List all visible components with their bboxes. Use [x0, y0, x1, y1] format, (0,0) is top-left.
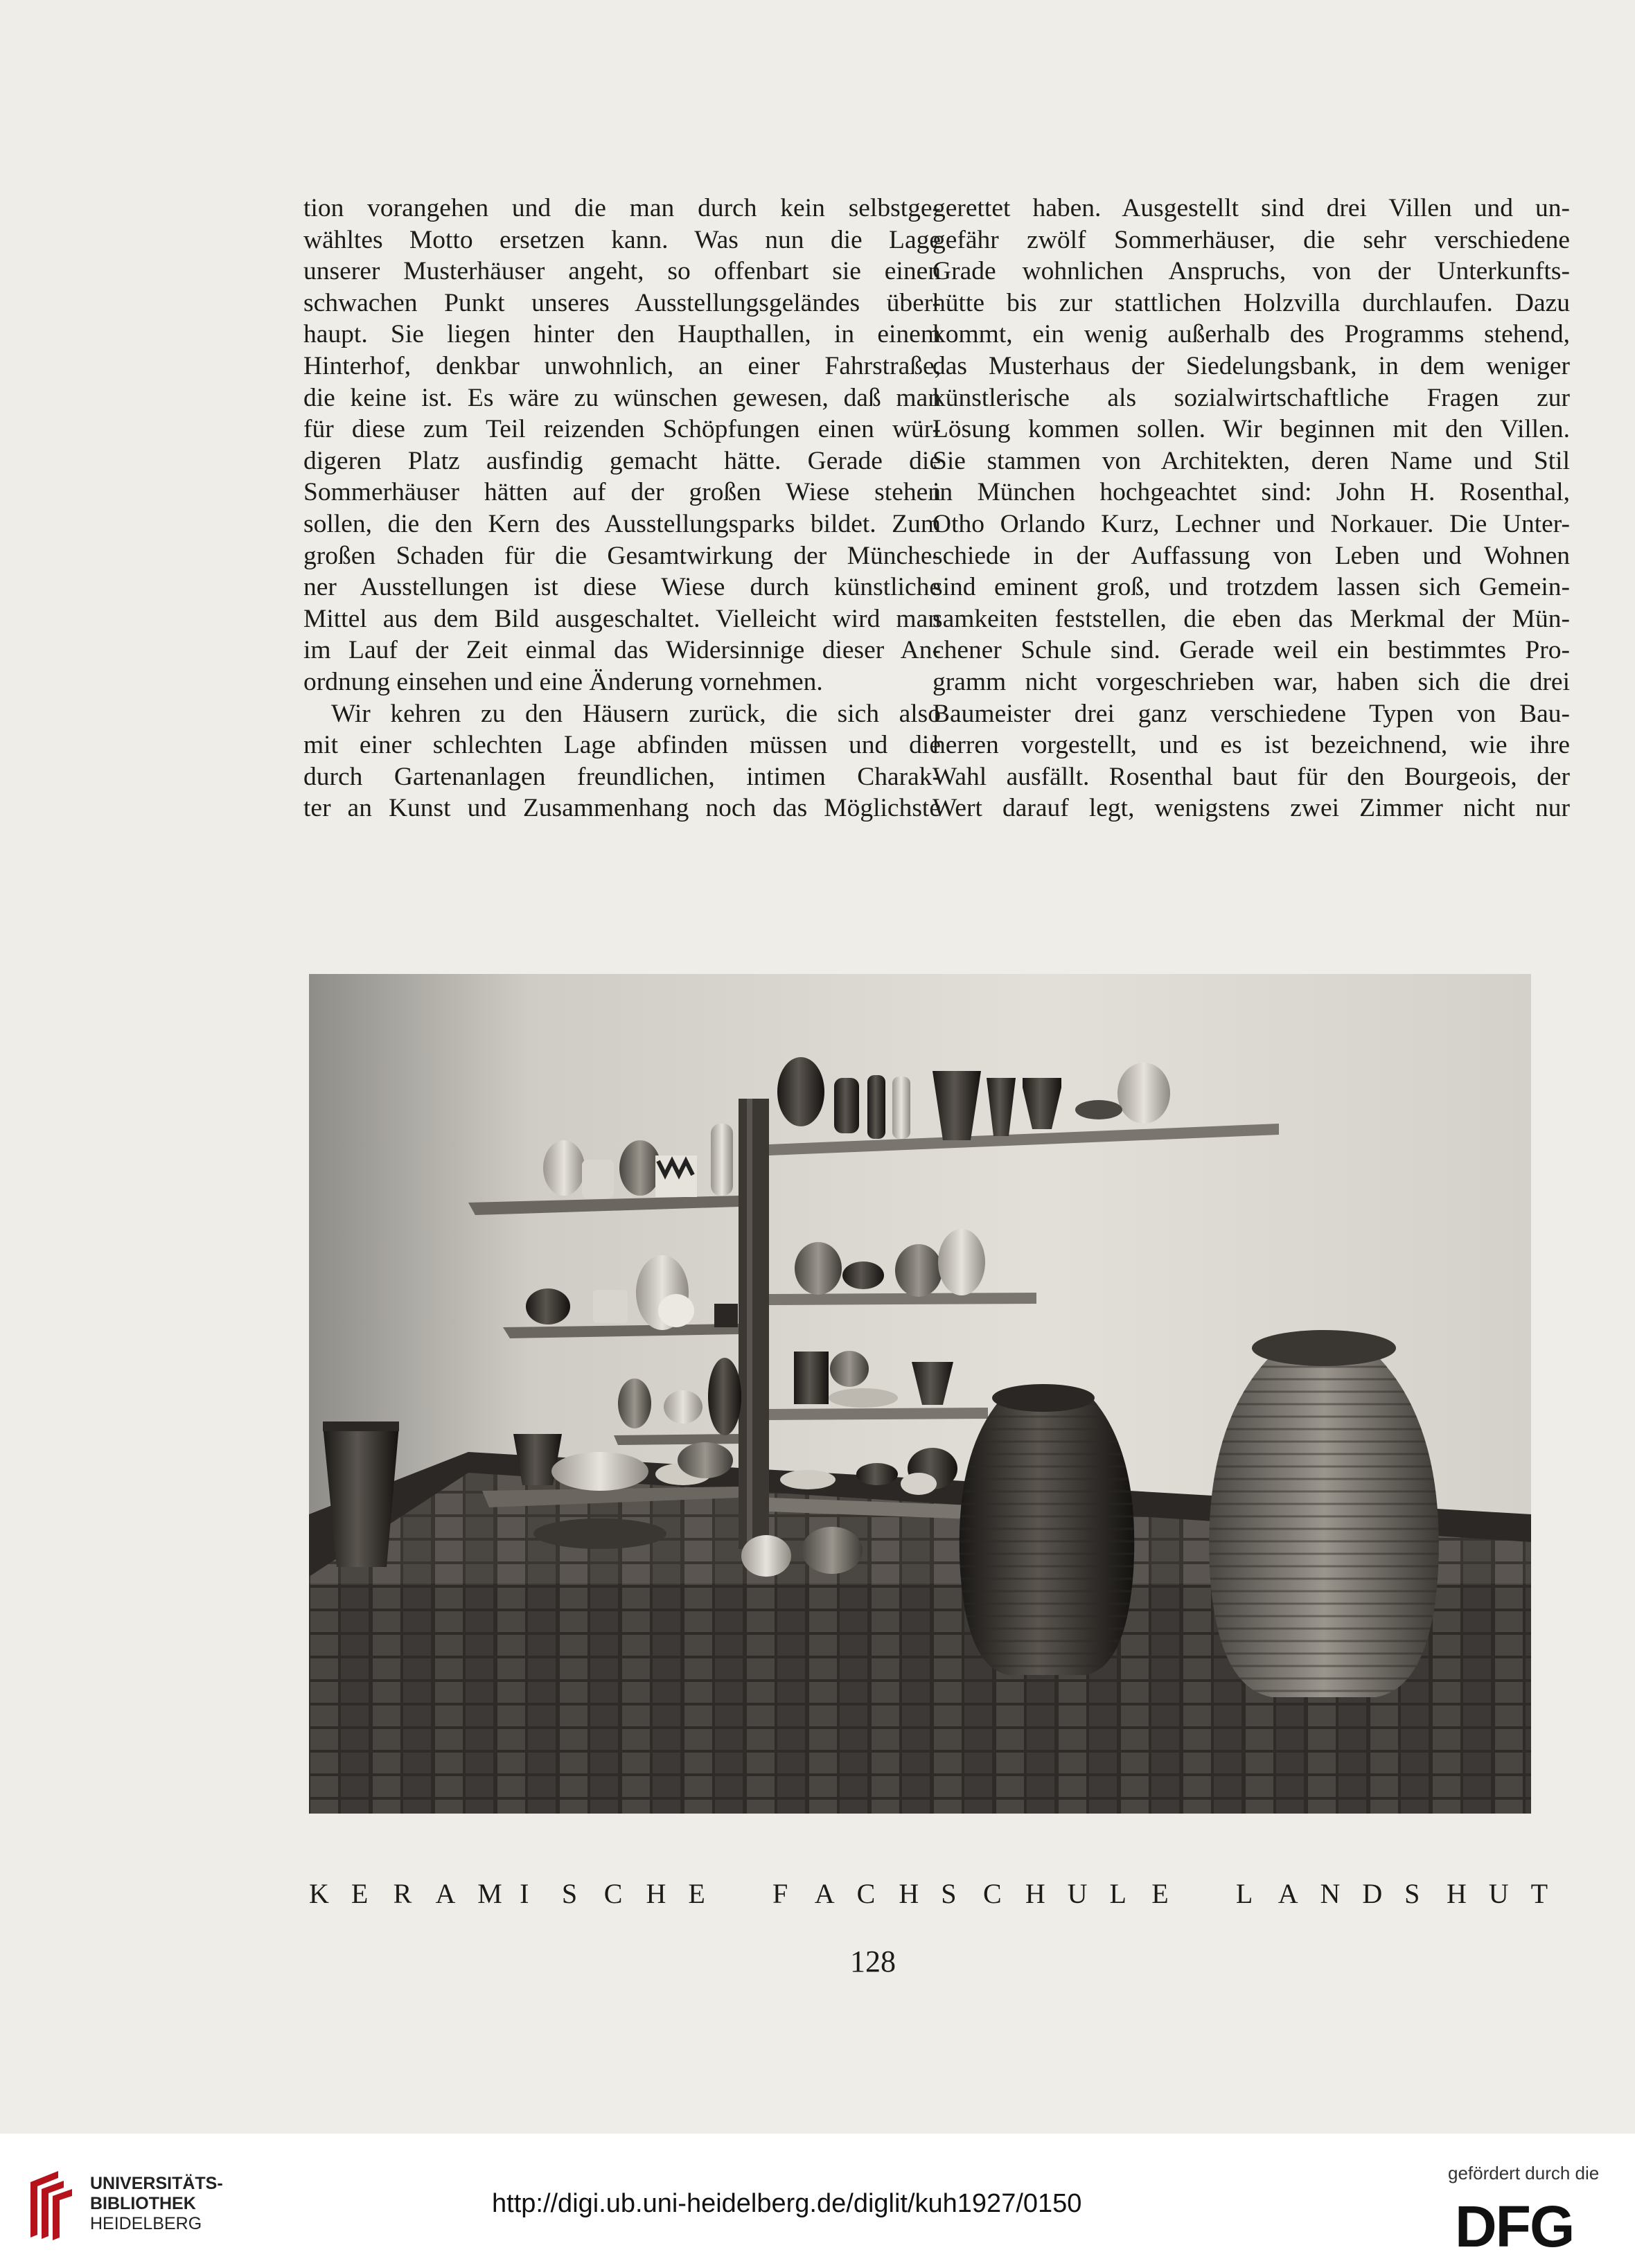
text-line: durch Gartenanlagen freundlichen, intimen Charak- [303, 762, 941, 791]
ceramics-shelf-photograph [309, 974, 1531, 1814]
right-text-column [933, 193, 1570, 824]
text-line: Grade wohnlichen Anspruchs, von der Unterkunfts- [933, 257, 1570, 286]
text-line: das Musterhaus der Siedelungsbank, in dem weniger [933, 351, 1570, 380]
text-line: Wir kehren zu den Häusern zurück, die sich also [331, 699, 941, 728]
text-line: Wert darauf legt, wenigstens zwei Zimmer nicht nur [933, 794, 1570, 823]
text-line: die keine ist. Es wäre zu wünschen gewesen, daß man [303, 383, 941, 412]
library-name-line: UNIVERSITÄTS- [90, 2174, 223, 2193]
text-line: Baumeister drei ganz verschiedene Typen von Bau- [933, 699, 1570, 728]
funding-label: gefördert durch die [1448, 2163, 1600, 2183]
text-line: ter an Kunst und Zusammenhang noch das Möglichste [303, 794, 941, 823]
text-line: digeren Platz ausfindig gemacht hätte. Gerade die [303, 446, 941, 475]
text-line: kommt, ein wenig außerhalb des Programms stehend, [933, 320, 1570, 349]
text-line: unserer Musterhäuser angeht, so offenbart sie einen [303, 257, 941, 286]
text-line: haupt. Sie liegen hinter den Haupthallen, in einem [303, 320, 941, 349]
text-line: tion vorangehen und die man durch kein selbstge- [303, 194, 941, 222]
text-line: samkeiten feststellen, die eben das Merkmal der Mün- [933, 604, 1570, 633]
text-line: Wahl ausfällt. Rosenthal baut für den Bourgeois, der [933, 762, 1570, 791]
text-line: gefähr zwölf Sommerhäuser, die sehr verschiedene [933, 225, 1570, 254]
text-line: ner Ausstellungen ist diese Wiese durch künstliche [303, 573, 941, 602]
text-line: in München hochgeachtet sind: John H. Rosenthal, [933, 478, 1570, 507]
library-name [90, 2174, 223, 2234]
text-line: Otho Orlando Kurz, Lechner und Norkauer. Die Unter- [933, 509, 1570, 538]
page-number: 128 [850, 1944, 896, 1978]
text-line: Lösung kommen sollen. Wir beginnen mit den Villen. [933, 415, 1570, 444]
digitization-footer [0, 2134, 1635, 2268]
university-library-logo-icon [24, 2168, 79, 2244]
text-line: mit einer schlechten Lage abfinden müssen und die [303, 731, 941, 760]
text-line: gramm nicht vorgeschrieben war, haben sich die drei [933, 667, 1570, 696]
text-line: chener Schule sind. Gerade weil ein bestimmtes Pro- [933, 636, 1570, 665]
text-line: schiede in der Auffassung von Leben und Wohnen [933, 541, 1570, 570]
caption-text: K E R A M I S C H E F A C H S C H U L E L A N D S H U T [309, 1878, 1548, 1909]
text-line: im Lauf der Zeit einmal das Widersinnige dieser An- [303, 636, 941, 665]
text-line: schwachen Punkt unseres Ausstellungsgeländes über- [303, 288, 941, 317]
text-line: Sie stammen von Architekten, deren Name und Stil [933, 446, 1570, 475]
text-line: sind eminent groß, und trotzdem lassen sich Gemein- [933, 573, 1570, 602]
text-line: künstlerische als sozialwirtschaftliche Fragen zur [933, 383, 1570, 412]
library-name-line: BIBLIOTHEK [90, 2194, 196, 2213]
text-line: herren vorgestellt, und es ist bezeichnend, wie ihre [933, 731, 1570, 760]
dfg-logo: DFG [1455, 2194, 1574, 2259]
text-line: hütte bis zur stattlichen Holzvilla durchlaufen. Dazu [933, 288, 1570, 317]
text-line: für diese zum Teil reizenden Schöpfungen einen wür- [303, 415, 941, 444]
text-line: wähltes Motto ersetzen kann. Was nun die Lage [303, 225, 941, 254]
text-line: Hinterhof, denkbar unwohnlich, an einer Fahrstraße, [303, 351, 941, 380]
left-text-column [303, 193, 941, 824]
text-line: sollen, die den Kern des Ausstellungsparks bildet. Zum [303, 509, 941, 538]
text-line: Mittel aus dem Bild ausgeschaltet. Vielleicht wird man [303, 604, 941, 633]
text-line: gerettet haben. Ausgestellt sind drei Villen und un- [933, 194, 1570, 222]
text-line: großen Schaden für die Gesamtwirkung der Münche- [303, 541, 941, 570]
text-line: ordnung einsehen und eine Änderung vornehmen. [303, 667, 823, 696]
text-line: Sommerhäuser hätten auf der großen Wiese stehen [303, 478, 941, 507]
library-name-line: HEIDELBERG [90, 2214, 202, 2233]
source-url-link[interactable]: http://digi.ub.uni-heidelberg.de/diglit/kuh1927/0150 [492, 2189, 1082, 2218]
photo-caption [309, 1877, 1548, 1910]
